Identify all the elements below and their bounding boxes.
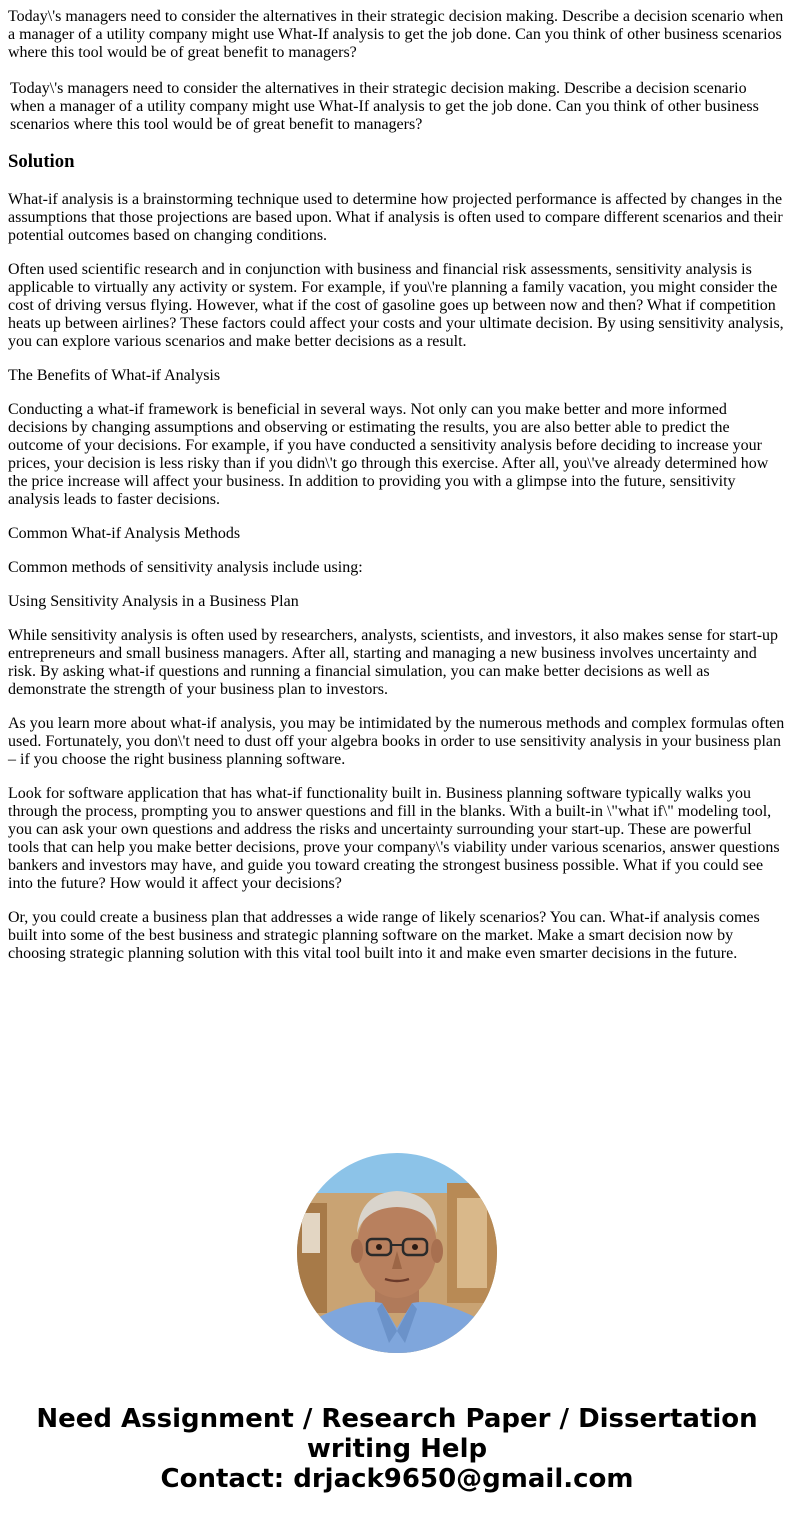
solution-paragraph-7: Or, you could create a business plan that addresses a wide range of likely scenarios? You can. What-if analysis comes built into some of the best business and strategic planning software on the market. Make a smart decision now by choosing strategic planning solution with this vital tool built into it and make even smarter decisions in the future.: [8, 909, 760, 962]
footer-line-1: Need Assignment / Research Paper / Dissertation: [36, 1404, 758, 1434]
solution-paragraph-5: As you learn more about what-if analysis, you may be intimidated by the numerous methods and complex formulas often used. Fortunately, you don\'t need to dust off your algebra books in order to use sensitivity analysis in your business plan – if you choose the right business planning software.: [8, 715, 785, 768]
question-box: [8, 78, 786, 134]
document-body: [8, 8, 786, 979]
business-plan-subheading: Using Sensitivity Analysis in a Business Plan: [8, 593, 299, 610]
methods-intro: Common methods of sensitivity analysis include using:: [8, 559, 363, 576]
footer-line-2: writing Help: [306, 1434, 488, 1464]
solution-paragraph-1: What-if analysis is a brainstorming technique used to determine how projected performance is affected by changes in the assumptions that those projections are based upon. What if analysis is often used to compare different scenarios and their potential outcomes based on changing conditions.: [8, 191, 783, 244]
contact-banner: [0, 1404, 794, 1494]
author-avatar: [297, 1153, 497, 1353]
footer-contact-line: Contact: drjack9650@gmail.com: [160, 1464, 634, 1494]
solution-paragraph-3: Conducting a what-if framework is beneficial in several ways. Not only can you make better and more informed decisions by changing assumptions and observing or estimating the results, you are also better able to predict the outcome of your decisions. For example, if you have conducted a sensitivity analysis before deciding to increase your prices, your decision is less risky than if you didn\'t go through this exercise. After all, you\'ve already determined how the price increase will affect your business. In addition to providing you with a glimpse into the future, sensitivity analysis leads to faster decisions.: [8, 401, 769, 508]
question-text: Today\'s managers need to consider the alternatives in their strategic decision making. Describe a decision scenario when a manager of a utility company might use What-If analysis to get the job done. Can you think of other business scenarios where this tool would be of great benefit to managers?: [8, 8, 784, 61]
solution-paragraph-2: Often used scientific research and in conjunction with business and financial risk assessments, sensitivity analysis is applicable to virtually any activity or system. For example, if you\'re planning a family vacation, you might consider the cost of driving versus flying. However, what if the cost of gasoline goes up between now and then? What if competition heats up between airlines? These factors could affect your costs and your ultimate decision. By using sensitivity analysis, you can explore various scenarios and make better decisions as a result.: [8, 261, 784, 350]
author-portrait-image: [297, 1153, 497, 1353]
question-boxed-text: Today\'s managers need to consider the alternatives in their strategic decision making. Describe a decision scenario when a manager of a utility company might use What-If analysis to get the job done. Can you think of other business scenarios where this tool would be of great benefit to managers?: [10, 80, 759, 133]
solution-paragraph-4: While sensitivity analysis is often used by researchers, analysts, scientists, and investors, it also makes sense for start-up entrepreneurs and small business managers. After all, starting and managing a new business involves uncertainty and risk. By asking what-if questions and running a financial simulation, you can make better decisions as well as demonstrate the strength of your business plan to investors.: [8, 627, 779, 698]
solution-heading: Solution: [8, 151, 75, 172]
benefits-subheading: The Benefits of What-if Analysis: [8, 367, 221, 384]
solution-paragraph-6: Look for software application that has what-if functionality built in. Business planning software typically walks you through the process, prompting you to answer questions and fill in the blanks. With a built-in \"what if\" modeling tool, you can ask your own questions and address the risks and uncertainty surrounding your start-up. These are powerful tools that can help you make better decisions, prove your company\'s viability under various scenarios, answer questions bankers and investors may have, and guide you toward creating the strongest business possible. What if you could see into the future? How would it affect your decisions?: [8, 785, 780, 892]
methods-subheading: Common What-if Analysis Methods: [8, 525, 241, 542]
